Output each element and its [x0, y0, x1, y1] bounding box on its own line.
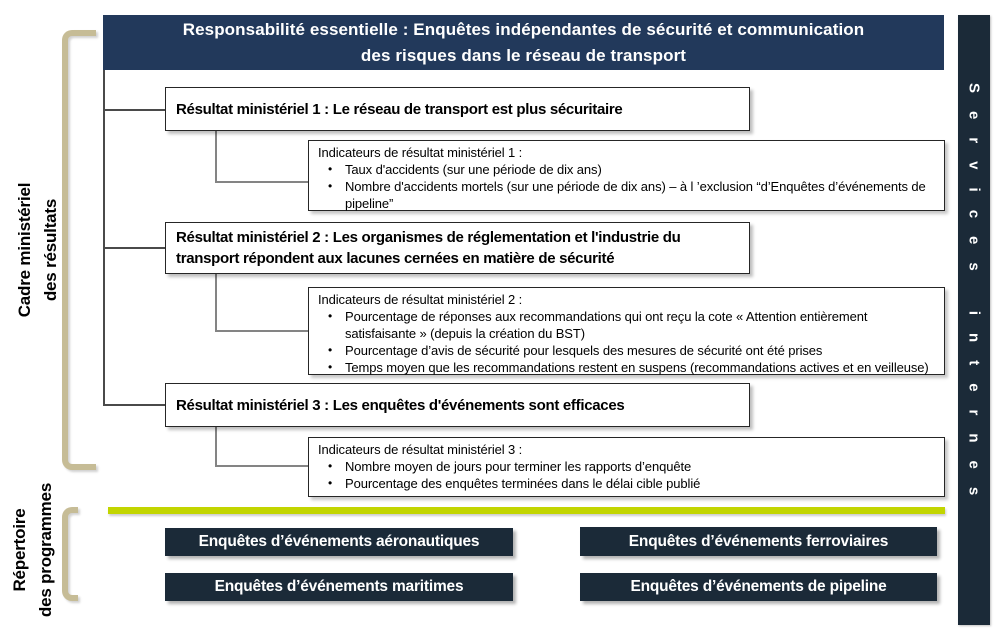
indicator-item: • Pourcentage d’avis de sécurité pour lesquels des mesures de sécurité ont été prises: [318, 342, 938, 359]
program-inventory-label: [5, 390, 61, 642]
indicators-title-3: Indicateurs de résultat ministériel 3 :: [318, 442, 523, 457]
indicator-item: • Temps moyen que les recommandations restent en suspens (recommandations actives et en veilleuse): [318, 359, 938, 376]
indicator-item: • Taux d'accidents (sur une période de dix ans): [318, 161, 938, 178]
results-framework-bracket: [62, 30, 96, 470]
program-box-aeronautical: Enquêtes d’événements aéronautiques: [165, 528, 513, 556]
connector-stub-result-3: [103, 404, 165, 406]
result-title-3: Résultat ministériel 3 : Les enquêtes d'événements sont efficaces: [176, 396, 625, 414]
result-box-3: [165, 383, 750, 427]
program-box-rail: Enquêtes d’événements ferroviaires: [580, 527, 937, 556]
program-inventory-label-line1: Répertoire: [10, 508, 29, 592]
results-framework-label-line1: Cadre ministériel: [15, 182, 34, 318]
program-inventory-bracket: [62, 507, 78, 601]
indicator-item: • Nombre d'accidents mortels (sur une période de dix ans) – à l ’exclusion “d’Enquêtes d’événements de pipeline”: [318, 178, 938, 212]
indicators-box-3: [308, 437, 945, 497]
indicators-box-2: [308, 287, 945, 375]
connector-trunk-line: [103, 70, 105, 406]
indicators-box-1: [308, 140, 945, 211]
internal-services-bar: [958, 15, 990, 625]
core-responsibility-header: [103, 15, 944, 70]
result-box-1: [165, 87, 750, 131]
connector-elbow-indicators-2: [215, 274, 310, 332]
indicator-item: • Pourcentage des enquêtes terminées dans le délai cible publié: [318, 475, 938, 492]
connector-elbow-indicators-1: [215, 131, 310, 183]
results-framework-label: [10, 90, 66, 410]
connector-stub-result-1: [103, 109, 165, 111]
program-box-pipeline: Enquêtes d’événements de pipeline: [580, 573, 937, 601]
result-title-2: Résultat ministériel 2 : Les organismes de réglementation et l'industrie du transport répondent aux lacunes cernées en matière de sécurité: [176, 229, 681, 267]
result-title-1: Résultat ministériel 1 : Le réseau de transport est plus sécuritaire: [176, 100, 623, 118]
indicators-title-1: Indicateurs de résultat ministériel 1 :: [318, 145, 523, 160]
program-inventory-label-line2: des programmes: [36, 482, 55, 618]
core-responsibility-title-line2: des risques dans le réseau de transport: [360, 45, 687, 65]
core-responsibility-title-line1: Responsabilité essentielle : Enquêtes indépendantes de sécurité et communication: [182, 19, 865, 39]
indicators-title-2: Indicateurs de résultat ministériel 2 :: [318, 292, 523, 307]
result-box-2: [165, 222, 750, 274]
connector-elbow-indicators-3: [215, 427, 310, 467]
program-box-marine: Enquêtes d’événements maritimes: [165, 573, 513, 601]
connector-stub-result-2: [103, 247, 165, 249]
results-framework-label-line2: des résultats: [41, 198, 60, 302]
indicator-item: • Pourcentage de réponses aux recommandations qui ont reçu la cote « Attention entièrement satisfaisante » (depuis la création du BST): [318, 308, 938, 342]
program-separator-bar: [108, 507, 945, 514]
indicator-item: • Nombre moyen de jours pour terminer les rapports d’enquête: [318, 458, 938, 475]
internal-services-label: Services internes: [965, 83, 983, 514]
